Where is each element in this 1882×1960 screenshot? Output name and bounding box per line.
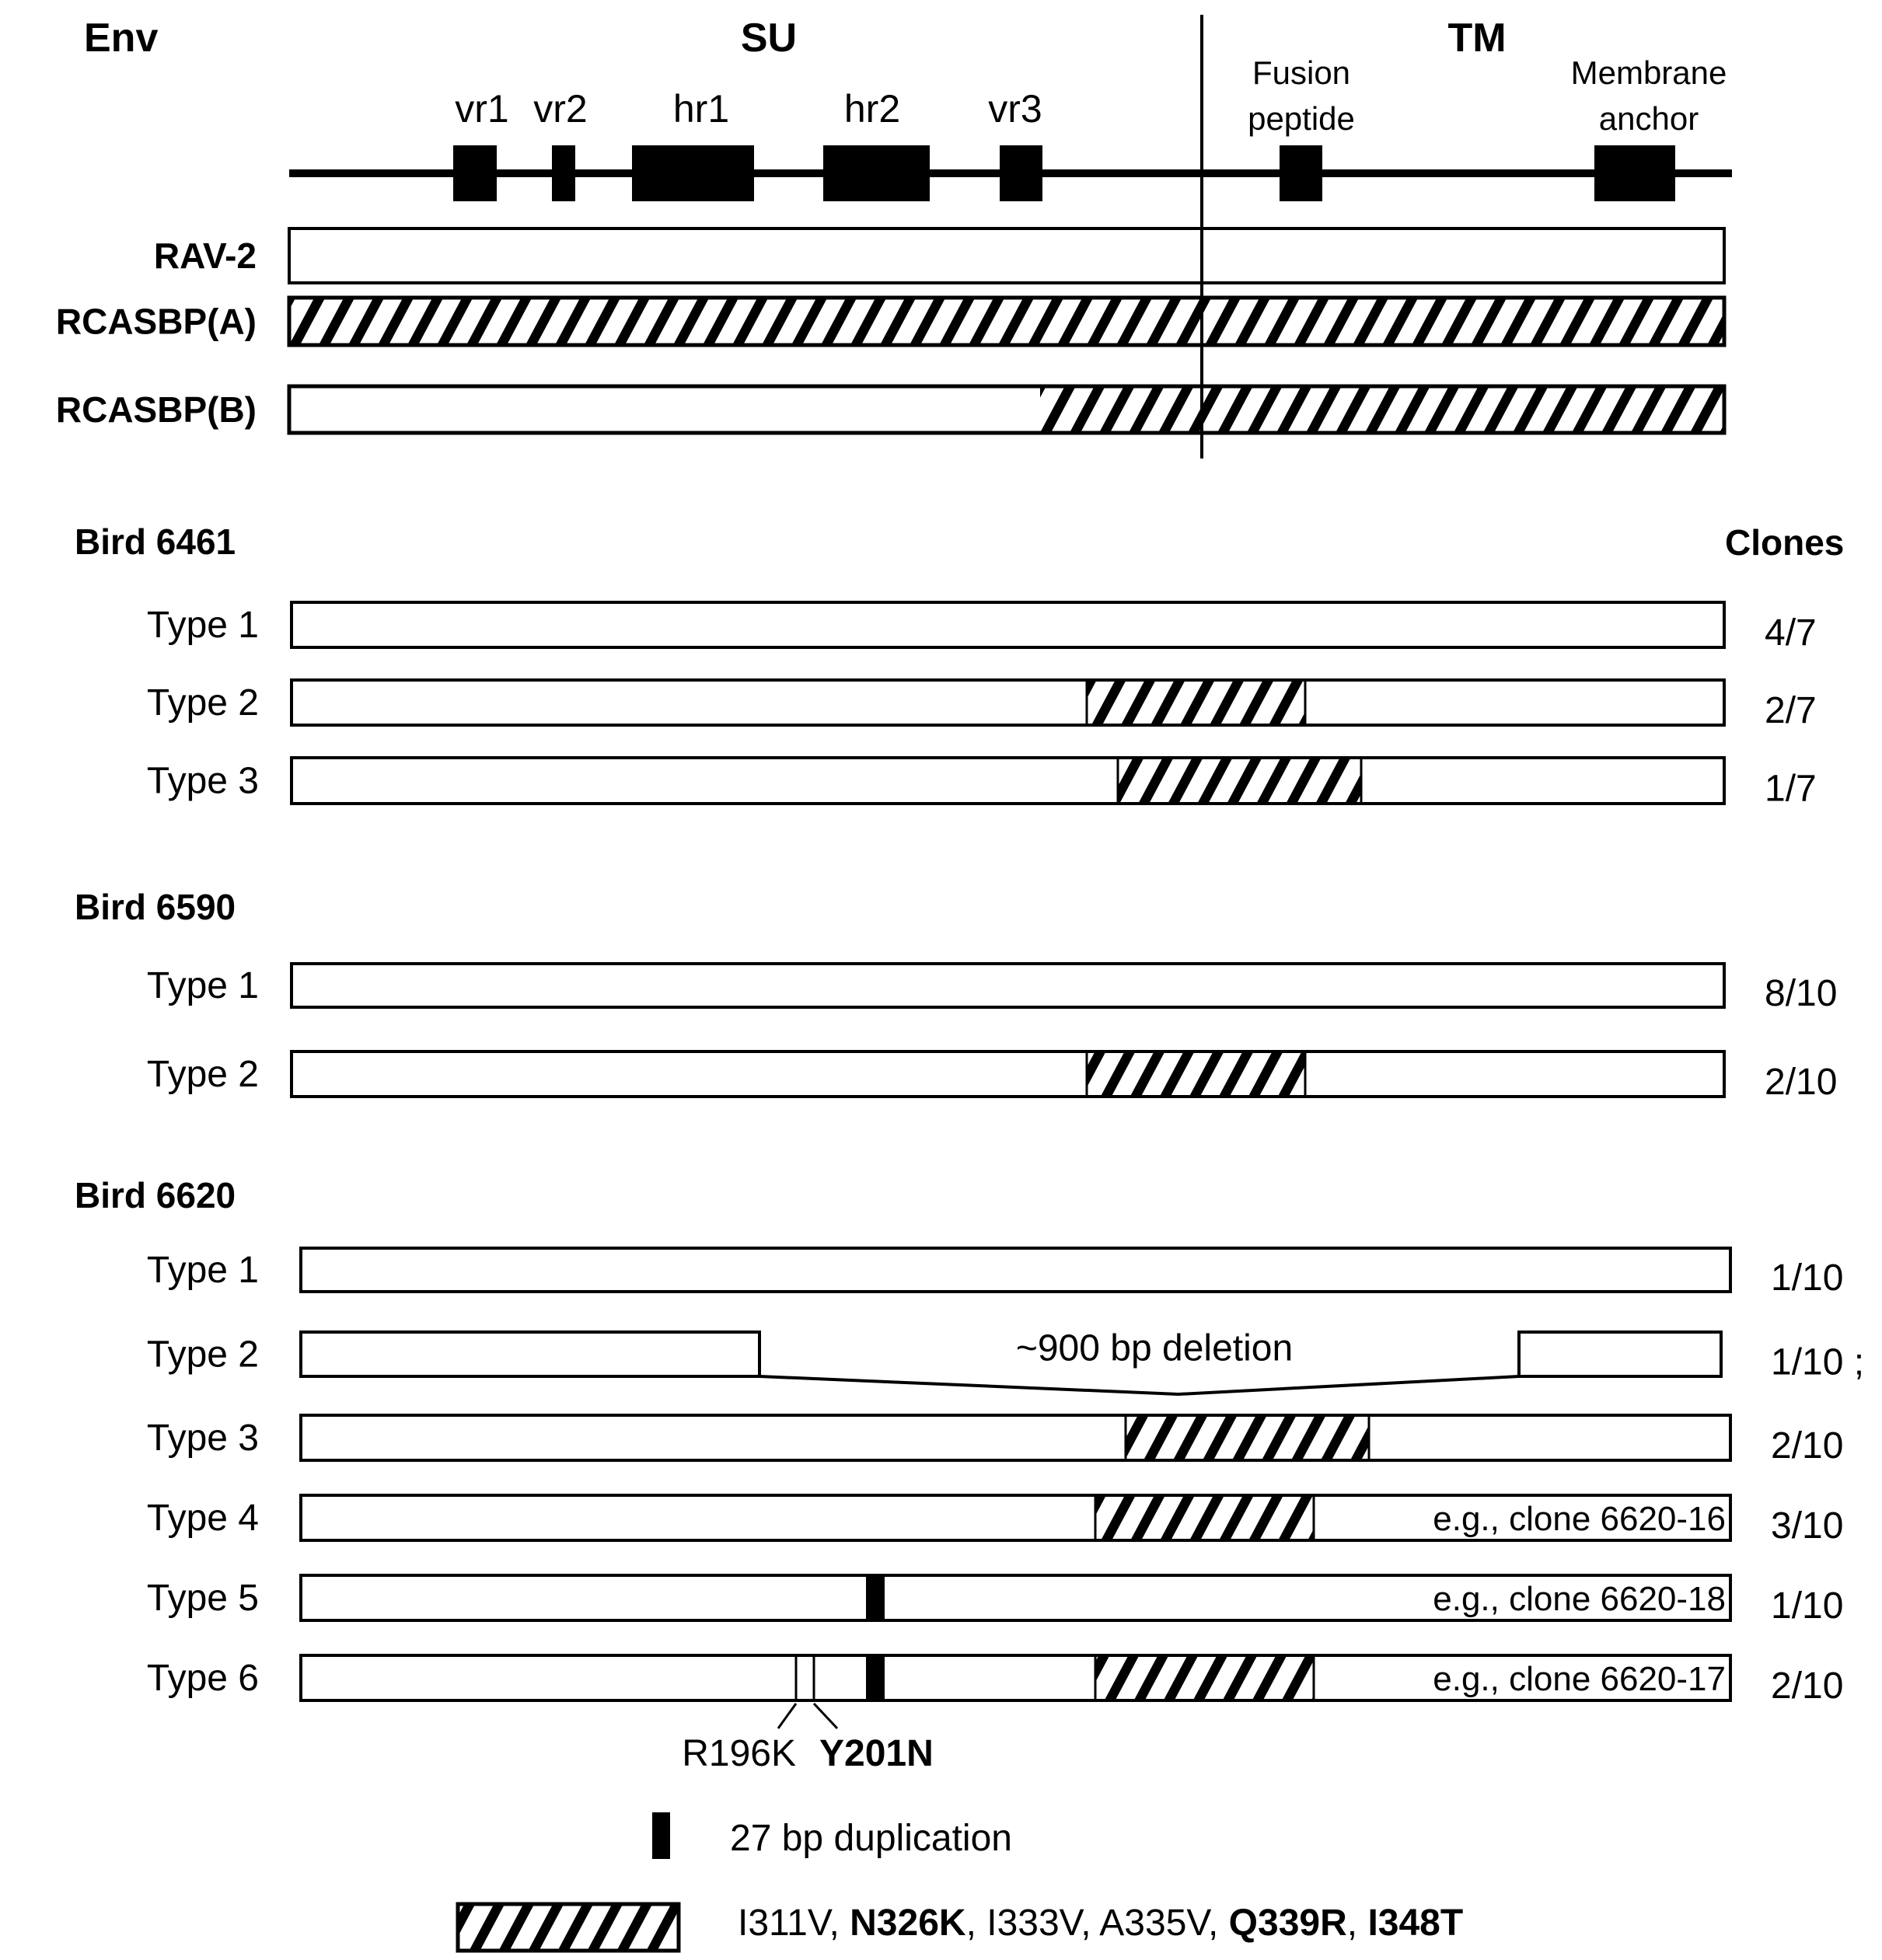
tm-domain-label-line2: anchor <box>1598 100 1699 137</box>
domain-box-vr1 <box>453 145 497 201</box>
type-label: Type 2 <box>146 1054 259 1095</box>
clone-bar <box>292 602 1724 647</box>
duplication-legend-label: 27 bp duplication <box>730 1818 1012 1859</box>
clone-bar <box>292 680 1724 725</box>
clones-header: Clones <box>1725 522 1845 563</box>
deletion-label: ~900 bp deletion <box>1015 1327 1294 1369</box>
bar-left-segment <box>301 1332 759 1376</box>
mutation-legend-swatch <box>458 1904 679 1951</box>
clone-type-row <box>147 1655 1844 1774</box>
type-label: Type 1 <box>146 1250 259 1291</box>
mutation-legend-token: , I333V, A335V, <box>965 1902 1229 1944</box>
clone-type-row <box>147 1575 1844 1627</box>
deletion-connector <box>759 1376 1519 1394</box>
duplication-marker <box>866 1575 885 1620</box>
tm-label: TM <box>1447 16 1507 61</box>
bird-section <box>75 887 1837 1103</box>
reference-constructs <box>56 228 1724 433</box>
domain-box-hr1 <box>632 145 754 201</box>
mutation-legend-label <box>738 1902 1463 1944</box>
type-label: Type 3 <box>146 760 259 802</box>
domain-label: vr1 <box>455 87 509 131</box>
substitution-hatch <box>1095 1657 1314 1699</box>
hatched-segment <box>288 299 1723 344</box>
reference-label: RCASBP(A) <box>55 301 257 342</box>
clone-bar <box>292 758 1724 804</box>
mutation-legend-token: , <box>829 1902 850 1944</box>
domain-label: hr2 <box>843 87 901 131</box>
bird-title: Bird 6461 <box>75 521 236 562</box>
mutation-legend-token: I348T <box>1367 1902 1464 1944</box>
type-label: Type 4 <box>146 1498 259 1539</box>
clone-bar <box>301 1415 1730 1460</box>
mutation-legend-token: Q339R <box>1228 1902 1347 1944</box>
type-label: Type 5 <box>146 1578 259 1619</box>
example-clone-note: e.g., clone 6620-17 <box>1433 1660 1726 1698</box>
domain-box-hr2 <box>823 145 930 201</box>
clone-type-row <box>147 1051 1838 1103</box>
clone-fraction: 1/10 <box>1771 1257 1844 1299</box>
bird-title: Bird 6620 <box>75 1175 236 1215</box>
protein-label: Env <box>84 16 159 61</box>
duplication-marker <box>866 1655 885 1700</box>
type-label: Type 1 <box>146 965 259 1006</box>
type-label: Type 2 <box>146 1334 259 1376</box>
point-mutation-label: R196K <box>682 1733 796 1774</box>
reference-label: RAV-2 <box>153 235 257 276</box>
clone-bar <box>301 1248 1730 1292</box>
type-label: Type 2 <box>146 682 259 724</box>
clone-type-row <box>147 964 1838 1014</box>
bird-sections <box>75 521 1864 1774</box>
substitution-hatch <box>1095 1497 1314 1539</box>
clone-bar <box>292 964 1724 1007</box>
substitution-hatch <box>1126 1417 1369 1459</box>
clone-fraction: 2/10 <box>1771 1665 1844 1707</box>
tm-domain-label-line1: Fusion <box>1252 54 1351 91</box>
clone-fraction: 2/7 <box>1765 690 1817 731</box>
bird-title: Bird 6590 <box>75 887 236 927</box>
clone-type-row <box>147 602 1817 654</box>
substitution-hatch <box>1118 759 1361 802</box>
tm-domain-box <box>1594 145 1675 201</box>
tm-domain-boxes <box>1248 54 1727 201</box>
type-label: Type 3 <box>146 1418 259 1459</box>
bird-section <box>75 521 1817 810</box>
tm-domain-label-line1: Membrane <box>1570 54 1727 91</box>
hatched-segment <box>1040 388 1723 431</box>
reference-label: RCASBP(B) <box>55 389 257 430</box>
tm-domain-box <box>1280 145 1322 201</box>
clone-fraction: 1/7 <box>1765 768 1817 810</box>
clone-fraction: 1/10 ; <box>1771 1341 1865 1383</box>
domain-label: vr3 <box>988 87 1042 131</box>
mutation-legend-token: , <box>1346 1902 1368 1944</box>
legend <box>458 1812 1463 1951</box>
clone-fraction: 2/10 <box>1765 1062 1838 1103</box>
su-domain-boxes <box>453 87 1042 201</box>
duplication-legend-swatch <box>652 1812 670 1859</box>
substitution-hatch <box>1087 1053 1305 1095</box>
domain-box-vr3 <box>1000 145 1042 201</box>
substitution-hatch <box>1087 682 1305 724</box>
domain-label: hr1 <box>672 87 730 131</box>
clone-fraction: 4/7 <box>1765 612 1817 654</box>
bar-right-segment <box>1519 1332 1721 1376</box>
mutation-legend-token: N326K <box>850 1902 966 1944</box>
clone-fraction: 8/10 <box>1765 973 1838 1014</box>
clone-fraction: 3/10 <box>1771 1505 1844 1547</box>
type-label: Type 1 <box>146 605 259 646</box>
su-label: SU <box>740 16 798 61</box>
domain-box-vr2 <box>552 145 575 201</box>
type-label: Type 6 <box>146 1658 259 1699</box>
clone-fraction: 2/10 <box>1771 1425 1844 1467</box>
domain-label: vr2 <box>533 87 588 131</box>
bird-section <box>75 1175 1864 1774</box>
point-mutation-label: Y201N <box>819 1733 934 1774</box>
clone-type-row <box>147 1415 1844 1467</box>
example-clone-note: e.g., clone 6620-16 <box>1433 1500 1726 1538</box>
clone-type-row <box>147 1248 1844 1299</box>
clone-type-row <box>147 680 1817 731</box>
example-clone-note: e.g., clone 6620-18 <box>1433 1580 1726 1618</box>
clone-type-row <box>147 1328 1864 1395</box>
clone-type-row <box>147 758 1817 810</box>
tm-domain-label-line2: peptide <box>1248 100 1355 137</box>
reference-bar <box>289 228 1724 283</box>
clone-fraction: 1/10 <box>1771 1585 1844 1627</box>
mutation-legend-token: I311V <box>738 1902 829 1944</box>
clone-type-row <box>147 1495 1844 1547</box>
clone-bar <box>292 1051 1724 1097</box>
